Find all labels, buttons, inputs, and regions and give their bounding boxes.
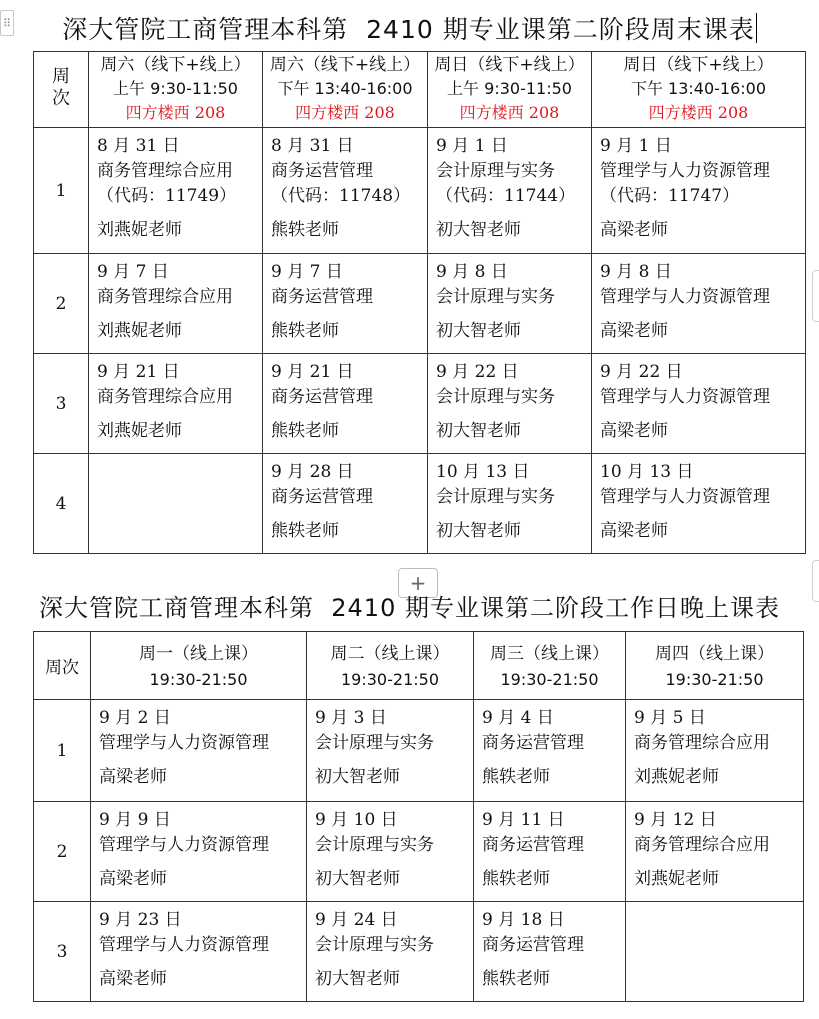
class-course: 管理学与人力资源管理 [600,161,770,181]
class-teacher: 初大智老师 [436,321,521,341]
class-date: 9 月 8 日 [600,262,672,282]
table-row [34,700,804,802]
class-date: 9 月 4 日 [482,708,554,728]
class-cell [307,700,474,802]
class-code: （代码：11744） [436,186,576,206]
column-header [474,632,626,700]
class-cell [263,254,428,354]
class-teacher: 熊轶老师 [482,969,550,989]
class-cell [592,128,806,254]
class-teacher: 熊轶老师 [271,421,339,441]
week-header-label: 周次 [52,66,70,109]
class-course: 会计原理与实务 [436,161,555,181]
column-header [592,52,806,128]
class-teacher: 高梁老师 [99,969,167,989]
class-cell [263,454,428,554]
empty-cell [89,454,263,554]
day-label: 周日（线下+线上） [623,55,774,75]
class-cell [592,454,806,554]
day-label: 周二（线上课） [330,644,450,664]
week-number: 1 [34,700,91,802]
class-course: 管理学与人力资源管理 [99,935,269,955]
class-course: 商务管理综合应用 [97,161,233,181]
class-cell [474,700,626,802]
class-teacher: 高梁老师 [600,421,668,441]
class-teacher: 熊轶老师 [482,869,550,889]
table-row [34,128,806,254]
class-date: 9 月 5 日 [634,708,706,728]
class-course: 管理学与人力资源管理 [600,287,770,307]
class-teacher: 熊轶老师 [271,220,339,240]
class-teacher: 初大智老师 [315,869,400,889]
time-label: 19:30-21:50 [149,670,248,689]
class-cell [263,354,428,454]
class-teacher: 初大智老师 [315,767,400,787]
class-code: （代码：11748） [271,186,411,206]
class-date: 9 月 9 日 [99,810,171,830]
week-number: 2 [34,802,91,902]
class-teacher: 刘燕妮老师 [97,421,182,441]
column-header [307,632,474,700]
class-course: 会计原理与实务 [315,733,434,753]
class-date: 10 月 13 日 [600,462,694,482]
class-course: 商务运营管理 [271,487,373,507]
class-date: 9 月 21 日 [271,362,354,382]
class-teacher: 高梁老师 [99,767,167,787]
class-cell [428,454,592,554]
class-course: 商务运营管理 [271,161,373,181]
class-cell [91,802,307,902]
weekend-schedule-table [33,51,806,554]
table-row [34,802,804,902]
class-date: 9 月 7 日 [271,262,343,282]
class-cell [592,354,806,454]
class-cell [91,902,307,1002]
class-course: 商务运营管理 [482,835,584,855]
class-cell [626,802,804,902]
time-label: 上午 9:30-11:50 [113,79,238,98]
class-course: 管理学与人力资源管理 [600,387,770,407]
class-teacher: 高梁老师 [600,321,668,341]
class-date: 9 月 11 日 [482,810,565,830]
class-cell [307,902,474,1002]
class-cell [89,354,263,454]
header-row [34,632,804,700]
week-number: 3 [34,354,89,454]
class-date: 9 月 18 日 [482,910,565,930]
week-number: 2 [34,254,89,354]
column-header [626,632,804,700]
class-date: 9 月 1 日 [436,136,508,156]
class-teacher: 高梁老师 [99,869,167,889]
week-number: 4 [34,454,89,554]
day-label: 周六（线下+线上） [269,55,421,75]
class-cell [592,254,806,354]
class-course: 商务管理综合应用 [97,287,233,307]
class-course: 商务管理综合应用 [97,387,233,407]
time-label: 上午 9:30-11:50 [447,79,572,98]
class-course: 会计原理与实务 [436,387,555,407]
class-cell [89,128,263,254]
class-date: 9 月 10 日 [315,810,398,830]
class-course: 会计原理与实务 [315,935,434,955]
column-header [91,632,307,700]
class-date: 9 月 23 日 [99,910,182,930]
class-course: 管理学与人力资源管理 [600,487,770,507]
room-label: 四方楼西 208 [295,103,395,122]
weekday-title [0,588,819,623]
room-label: 四方楼西 208 [648,103,749,122]
weekend-title [0,10,819,46]
class-course: 商务运营管理 [271,387,373,407]
class-date: 8 月 31 日 [97,136,180,156]
class-cell [626,700,804,802]
time-label: 下午 13:40-16:00 [277,79,413,98]
class-teacher: 高梁老师 [600,220,668,240]
class-course: 商务运营管理 [482,733,584,753]
header-row [34,52,806,128]
class-course: 管理学与人力资源管理 [99,835,269,855]
class-teacher: 初大智老师 [436,220,521,240]
class-date: 9 月 21 日 [97,362,180,382]
class-teacher: 熊轶老师 [271,521,339,541]
week-header-cell [34,52,89,128]
time-label: 19:30-21:50 [341,670,439,689]
time-label: 19:30-21:50 [665,670,764,689]
class-cell [89,254,263,354]
class-date: 9 月 24 日 [315,910,398,930]
class-date: 9 月 3 日 [315,708,387,728]
class-date: 9 月 2 日 [99,708,171,728]
class-teacher: 刘燕妮老师 [634,767,719,787]
table-row [34,254,806,354]
day-label: 周一（线上课） [139,644,258,664]
week-number: 1 [34,128,89,254]
class-course: 会计原理与实务 [436,287,555,307]
class-course: 商务管理综合应用 [634,733,770,753]
day-label: 周三（线上课） [490,644,609,664]
class-date: 9 月 12 日 [634,810,717,830]
class-cell [263,128,428,254]
class-course: 会计原理与实务 [436,487,555,507]
class-cell [428,354,592,454]
class-course: 会计原理与实务 [315,835,434,855]
drag-handle-icon[interactable]: ⠿ [0,10,14,36]
class-teacher: 初大智老师 [436,521,521,541]
table-row [34,902,804,1002]
table-row [34,354,806,454]
room-label: 四方楼西 208 [125,103,226,122]
class-teacher: 初大智老师 [436,421,521,441]
class-cell [474,902,626,1002]
week-header-cell: 周次 [34,632,91,700]
class-cell [307,802,474,902]
class-cell [474,802,626,902]
weekday-schedule-table [33,631,804,1002]
class-teacher: 刘燕妮老师 [634,869,719,889]
text-cursor [756,13,757,43]
class-date: 9 月 1 日 [600,136,672,156]
column-header [428,52,592,128]
empty-cell [626,902,804,1002]
title-number: 2410 [331,594,397,622]
day-label: 周四（线上课） [655,644,774,664]
title-prefix: 深大管院工商管理本科第 [62,15,349,44]
class-date: 8 月 31 日 [271,136,354,156]
class-date: 9 月 8 日 [436,262,508,282]
class-cell [428,254,592,354]
class-date: 9 月 7 日 [97,262,169,282]
class-teacher: 初大智老师 [315,969,400,989]
class-date: 10 月 13 日 [436,462,530,482]
class-course: 管理学与人力资源管理 [99,733,269,753]
class-cell [428,128,592,254]
class-teacher: 刘燕妮老师 [97,220,182,240]
title-number: 2410 [366,15,434,44]
time-label: 19:30-21:50 [500,670,599,689]
table-row [34,454,806,554]
class-date: 9 月 28 日 [271,462,354,482]
side-scroll-tab[interactable] [812,270,819,322]
day-label: 周日（线下+线上） [434,55,585,75]
class-teacher: 高梁老师 [600,521,668,541]
day-label: 周六（线下+线上） [100,55,251,75]
column-header [263,52,428,128]
class-course: 商务运营管理 [271,287,373,307]
class-code: （代码：11749） [97,186,237,206]
title-suffix: 期专业课第二阶段工作日晚上课表 [404,594,780,622]
class-date: 9 月 22 日 [600,362,683,382]
class-teacher: 熊轶老师 [482,767,550,787]
class-teacher: 熊轶老师 [271,321,339,341]
class-code: （代码：11747） [600,186,740,206]
class-course: 商务运营管理 [482,935,584,955]
class-course: 商务管理综合应用 [634,835,770,855]
class-cell [91,700,307,802]
class-date: 9 月 22 日 [436,362,519,382]
add-block-button[interactable]: + [398,568,438,598]
title-prefix: 深大管院工商管理本科第 [39,594,314,622]
time-label: 下午 13:40-16:00 [630,79,767,98]
class-teacher: 刘燕妮老师 [97,321,182,341]
week-number: 3 [34,902,91,1002]
title-suffix: 期专业课第二阶段周末课表 [442,15,755,44]
room-label: 四方楼西 208 [459,103,560,122]
column-header [89,52,263,128]
